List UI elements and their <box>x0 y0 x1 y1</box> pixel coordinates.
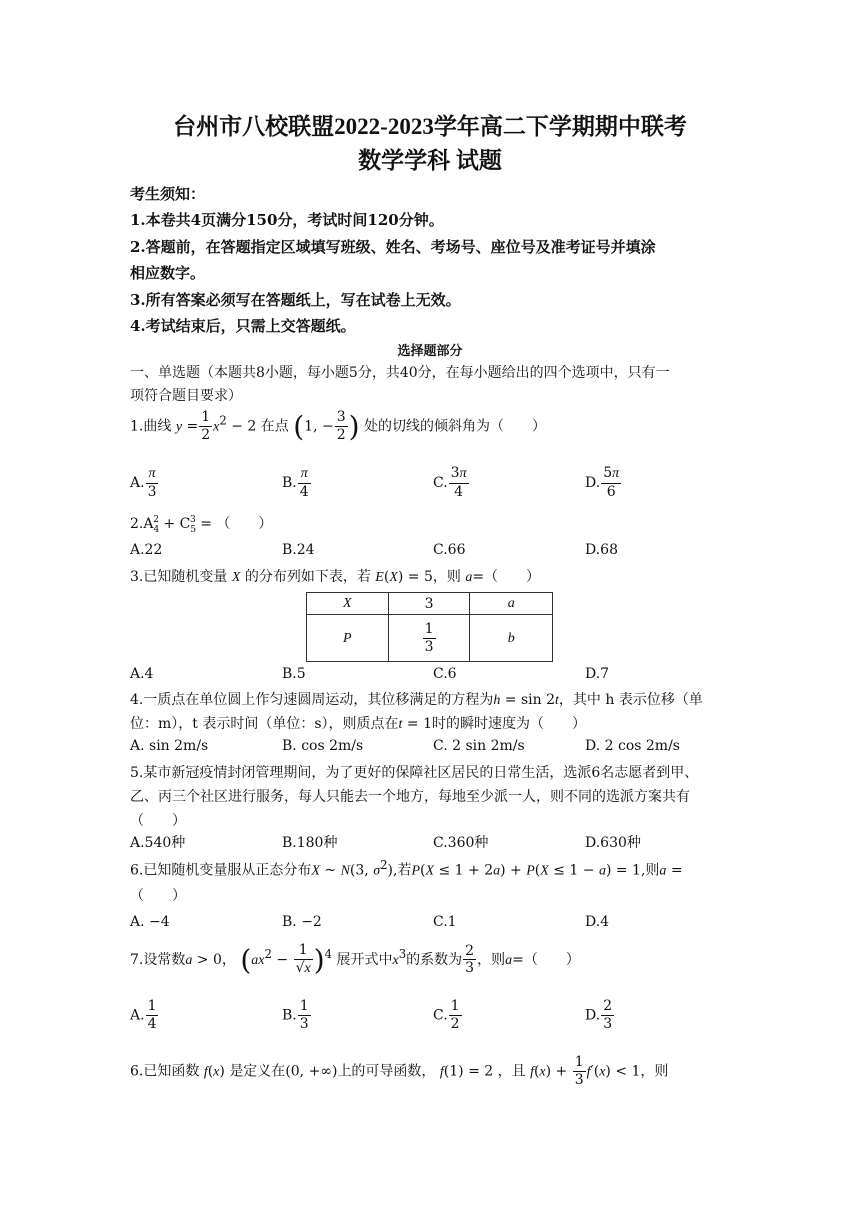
part-instructions-2: 项符合题目要求） <box>130 388 242 404</box>
q3-option-a[interactable]: A.4 <box>130 666 154 682</box>
question-3: 3.已知随机变量 X 的分布列如下表，若 E(X) = 5，则 a=（ ） <box>130 569 541 585</box>
q7-option-b[interactable]: B. $\frac{1}{3}$ <box>282 998 309 1032</box>
q5-option-a[interactable]: A.540种 <box>130 835 186 851</box>
part-instructions: 一、单选题（本题共8小题，每小题5分，共40分，在每小题给出的四个选项中，只有一 <box>130 365 670 381</box>
q4-option-a[interactable]: A. sin 2m/s <box>130 738 209 754</box>
question-5-line3: （ ） <box>130 813 186 829</box>
exam-title: 台州市八校联盟2022-2023学年高二下学期期中联考 <box>173 114 687 139</box>
q5-option-d[interactable]: D.630种 <box>585 835 641 851</box>
question-5: 5.某市新冠疫情封闭管理期间，为了更好的保障社区居民的日常生活，选派6名志愿者到甲、 <box>130 765 699 781</box>
notice-heading: 考生须知： <box>130 185 206 203</box>
notice-item: 相应数字。 <box>130 264 206 282</box>
q4-option-b[interactable]: B. cos 2m/s <box>282 738 364 754</box>
q6-option-c[interactable]: C.1 <box>433 914 457 930</box>
table-cell: P <box>343 630 352 646</box>
section-title: 选择题部分 <box>397 344 463 359</box>
q4-option-d[interactable]: D. 2 cos 2m/s <box>585 738 680 754</box>
question-1: 1.曲线 y = $\frac{1}{2}$ $x^2 - 2$ 在点 (1, − $\frac{3}{2}$ ) 处的切线的倾斜角为（ ） <box>130 409 547 443</box>
question-6: 6.已知随机变量服从正态分布X ~ N(3, $\sigma^2$),若P(X ≤ 1 + 2a) + P(X ≤ 1 − a) = 1,则a = <box>130 858 683 879</box>
q3-option-d[interactable]: D.7 <box>585 666 610 682</box>
q6-option-a[interactable]: A. −4 <box>130 914 170 930</box>
q6-option-b[interactable]: B. −2 <box>282 914 322 930</box>
q7-option-c[interactable]: C. $\frac{1}{2}$ <box>433 998 460 1032</box>
q2-option-c[interactable]: C.66 <box>433 542 466 558</box>
q2-option-d[interactable]: D.68 <box>585 542 618 558</box>
q1-option-a[interactable]: A. $\frac{\pi}{3}$ <box>130 466 157 500</box>
q5-option-b[interactable]: B.180种 <box>282 835 338 851</box>
distribution-table <box>306 592 553 662</box>
question-8: 6.已知函数 f(x) 是定义在(0, +∞)上的可导函数， f(1) = 2 ，且 f(x) + $\frac{1}{3}$ f′(x) < 1，则 <box>130 1054 669 1088</box>
table-cell: 3 <box>388 593 470 615</box>
q1-option-d[interactable]: D. $\frac{5\pi}{6}$ <box>585 465 620 500</box>
table-cell: b <box>507 630 515 646</box>
q6-option-d[interactable]: D.4 <box>585 914 610 930</box>
exam-subtitle: 数学学科 试题 <box>358 148 502 173</box>
table-cell: 1 <box>424 620 434 637</box>
notice-item: 3.所有答案必须写在答题纸上，写在试卷上无效。 <box>130 291 461 309</box>
q5-option-c[interactable]: C.360种 <box>433 835 489 851</box>
table-cell: a <box>507 596 515 611</box>
table-cell: X <box>343 596 352 611</box>
question-4: 4.一质点在单位圆上作匀速圆周运动，其位移满足的方程为h = sin 2t，其中 h 表示位移（单 <box>130 692 703 708</box>
notice-item: 2.答题前，在答题指定区域填写班级、姓名、考场号、座位号及准考证号并填涂 <box>130 238 656 256</box>
question-4-line2: 位：m），t 表示时间（单位：s），则质点在t = 1时的瞬时速度为（ ） <box>130 716 586 732</box>
q2-option-a[interactable]: A.22 <box>130 542 163 558</box>
question-7: 7.设常数a > 0， ($ax^2$ − $\frac{1}{√x}$ )$^4$ 展开式中$x^3$的系数为 $\frac{2}{3}$ ，则a=（ ） <box>130 942 580 977</box>
q1-option-c[interactable]: C. $\frac{3\pi}{4}$ <box>433 465 467 500</box>
q3-option-c[interactable]: C.6 <box>433 666 457 682</box>
q2-option-b[interactable]: B.24 <box>282 542 315 558</box>
table-cell: 3 <box>424 638 434 655</box>
question-2: $2.A_4^2 + C_5^3$ = （ ） <box>130 515 273 535</box>
q4-option-c[interactable]: C. 2 sin 2m/s <box>433 738 525 754</box>
question-6-line2: （ ） <box>130 888 186 904</box>
q7-option-a[interactable]: A. $\frac{1}{4}$ <box>130 998 157 1032</box>
q1-option-b[interactable]: B. $\frac{\pi}{4}$ <box>282 466 309 500</box>
question-5-line2: 乙、丙三个社区进行服务，每人只能去一个地方，每地至少派一人，则不同的选派方案共有 <box>130 789 690 805</box>
q7-option-d[interactable]: D. $\frac{2}{3}$ <box>585 998 613 1032</box>
notice-item: 1.本卷共4页满分150分，考试时间120分钟。 <box>130 211 444 229</box>
q3-option-b[interactable]: B.5 <box>282 666 306 682</box>
notice-item: 4.考试结束后，只需上交答题纸。 <box>130 317 356 335</box>
